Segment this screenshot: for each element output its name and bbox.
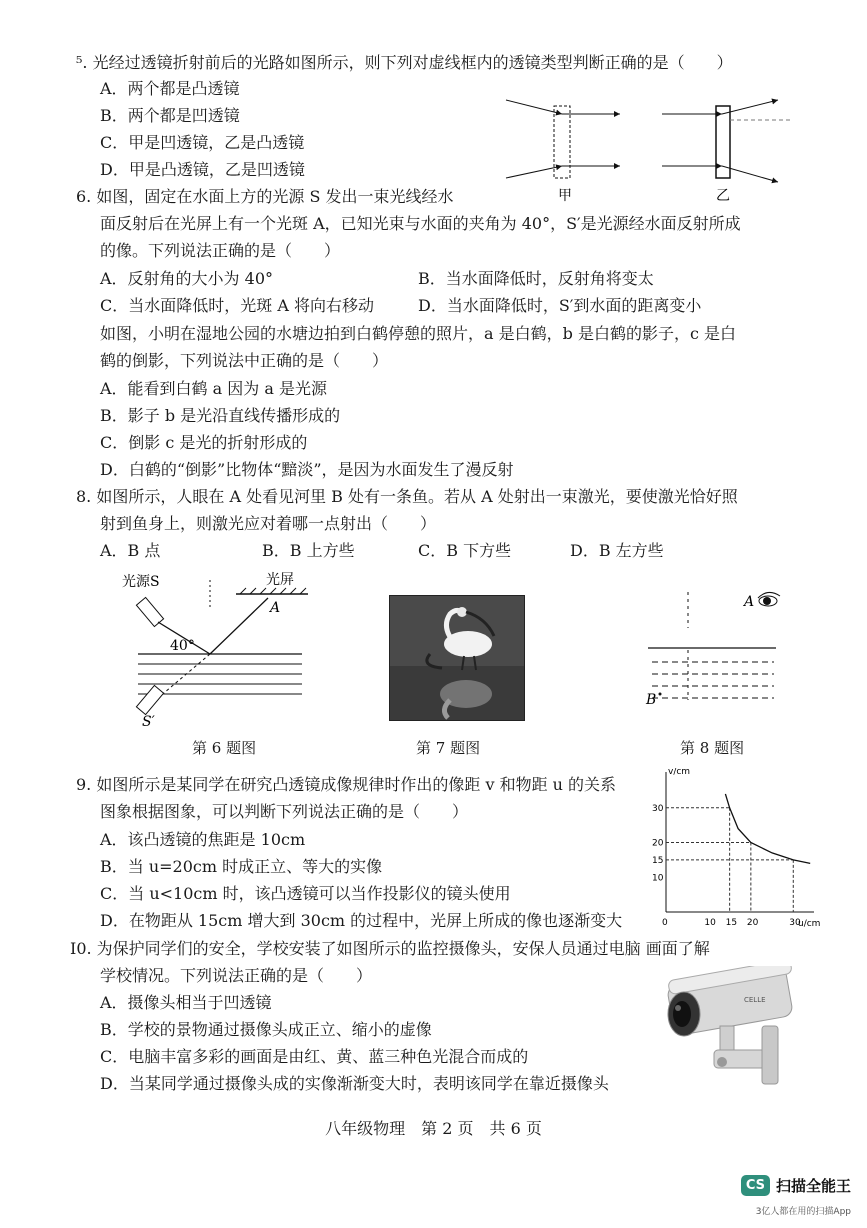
scanner-tagline: 3亿人都在用的扫描App <box>755 1207 851 1217</box>
fig6-reflection-diagram <box>118 570 318 730</box>
q5-option-d: D．甲是凸透镜，乙是凹透镜 <box>100 160 305 179</box>
q6-stem-1: 6. 如图，固定在水面上方的光源 S 发出一束光线经水 <box>76 187 454 206</box>
q9-uv-chart <box>640 768 825 928</box>
fig6-image-label: S′ <box>142 714 155 730</box>
fig6-angle-label: 40° <box>170 638 195 654</box>
fig6-screen-label: 光屏 <box>266 572 294 588</box>
camscanner-icon: CS <box>741 1175 770 1196</box>
fig8-eye-a: A <box>744 594 755 610</box>
series-line <box>725 794 810 864</box>
y-tick-label: 15 <box>652 855 664 866</box>
q9-stem-2: 图象根据图象，可以判断下列说法正确的是（ ） <box>100 802 469 821</box>
q6-option-d: D．当水面降低时，S′到水面的距离变小 <box>418 296 702 315</box>
x-axis-label: u/cm <box>798 919 821 928</box>
q9-option-d: D．在物距从 15cm 增大到 30cm 的过程中，光屏上所成的像也逐渐变大 <box>100 911 623 930</box>
q7-stem-2: 鹤的倒影，下列说法中正确的是（ ） <box>100 351 389 370</box>
q6-option-c: C．当水面降低时，光斑 A 将向右移动 <box>100 296 374 315</box>
q10-option-b: B．学校的景物通过摄像头成正立、缩小的虚像 <box>100 1020 432 1039</box>
q6-stem-3: 的像。下列说法正确的是（ ） <box>100 241 341 260</box>
fig-label-yi: 乙 <box>716 188 730 204</box>
q6-option-b: B．当水面降低时，反射角将变太 <box>418 269 654 288</box>
q7-stem-1: 如图，小明在湿地公园的水塘边拍到白鹤停憩的照片，a 是白鹤，b 是白鹤的影子，c 是白 <box>100 324 737 343</box>
q10-option-a: A．摄像头相当于凹透镜 <box>100 993 272 1012</box>
fig7-crane-photo <box>389 595 525 721</box>
fig8-fish-b: B <box>646 692 657 708</box>
q10-stem-2: 学校情况。下列说法正确的是（ ） <box>100 966 373 985</box>
fig6-caption: 第 6 题图 <box>192 739 257 757</box>
scanner-badge <box>741 1175 851 1196</box>
x-tick-label: 30 <box>789 918 801 928</box>
q9-option-a: A．该凸透镜的焦距是 10cm <box>100 830 306 849</box>
q5-lens-figure <box>500 88 800 208</box>
fig8-refraction-diagram <box>640 588 790 713</box>
x-tick-label: 20 <box>746 918 759 928</box>
q7-option-a: A．能看到白鹤 a 因为 a 是光源 <box>100 379 327 398</box>
q5-option-c: C．甲是凹透镜，乙是凸透镜 <box>100 133 305 152</box>
q5-option-a: A．两个都是凸透镜 <box>100 79 240 98</box>
q10-option-c: C．电脑丰富多彩的画面是由红、黄、蓝三种色光混合而成的 <box>100 1047 529 1066</box>
security-camera-image <box>650 966 810 1086</box>
q10-stem-1: I0. 为保护同学们的安全，学校安装了如图所示的监控摄像头，安保人员通过电脑 画面了解 <box>70 939 710 958</box>
eye-icon <box>758 592 780 606</box>
fig6-image-source <box>136 685 163 714</box>
q10-option-d: D．当某同学通过摄像头成的实像渐渐变大时，表明该同学在靠近摄像头 <box>100 1074 609 1093</box>
x-tick-label: 0 <box>662 918 668 928</box>
q8-option-a: A．B 点 <box>100 541 161 560</box>
fig7-caption: 第 7 题图 <box>416 739 481 757</box>
fig-label-jia: 甲 <box>558 188 572 204</box>
q8-stem-1: 8. 如图所示，人眼在 A 处看见河里 B 处有一条鱼。若从 A 处射出一束激光，要使激光恰好照 <box>76 487 738 506</box>
q7-option-d: D．白鹤的“倒影”比物体“黯淡”，是因为水面发生了漫反射 <box>100 460 514 479</box>
q9-option-b: B．当 u=20cm 时成正立、等大的实像 <box>100 857 383 876</box>
fig6-source-label: 光源S <box>122 574 160 590</box>
scanner-app-name: 扫描全能王 <box>775 1177 851 1195</box>
q6-option-a: A．反射角的大小为 40° <box>100 269 274 288</box>
page-footer: 八年级物理 第 2 页 共 6 页 <box>325 1119 542 1138</box>
fig6-spot-a: A <box>270 600 281 616</box>
y-tick-label: 30 <box>652 803 664 814</box>
q7-option-c: C．倒影 c 是光的折射形成的 <box>100 433 308 452</box>
q7-option-b: B．影子 b 是光沿直线传播形成的 <box>100 406 341 425</box>
q5-stem: ⁵. 光经过透镜折射前后的光路如图所示，则下列对虚线框内的透镜类型判断正确的是（ ） <box>76 53 733 72</box>
q9-option-c: C．当 u<10cm 时，该凸透镜可以当作投影仪的镜头使用 <box>100 884 511 903</box>
x-tick-label: 10 <box>704 918 716 928</box>
y-axis-label: v/cm <box>668 768 691 777</box>
q5-option-b: B．两个都是凹透镜 <box>100 106 240 125</box>
y-tick-label: 10 <box>652 873 664 884</box>
q8-option-b: B．B 上方些 <box>262 541 355 560</box>
y-tick-label: 20 <box>652 838 664 849</box>
x-tick-label: 15 <box>725 918 738 928</box>
q6-stem-2: 面反射后在光屏上有一个光斑 A，已知光束与水面的夹角为 40°，S′是光源经水面反射所成 <box>100 214 741 233</box>
q8-option-d: D．B 左方些 <box>570 541 664 560</box>
q8-stem-2: 射到鱼身上，则激光应对着哪一点射出（ ） <box>100 514 437 533</box>
q8-option-c: C．B 下方些 <box>418 541 512 560</box>
camera-brand-logo: CELLE <box>744 996 766 1004</box>
fig8-caption: 第 8 题图 <box>680 739 745 757</box>
q9-stem-1: 9. 如图所示是某同学在研究凸透镜成像规律时作出的像距 v 和物距 u 的关系 <box>76 775 617 794</box>
